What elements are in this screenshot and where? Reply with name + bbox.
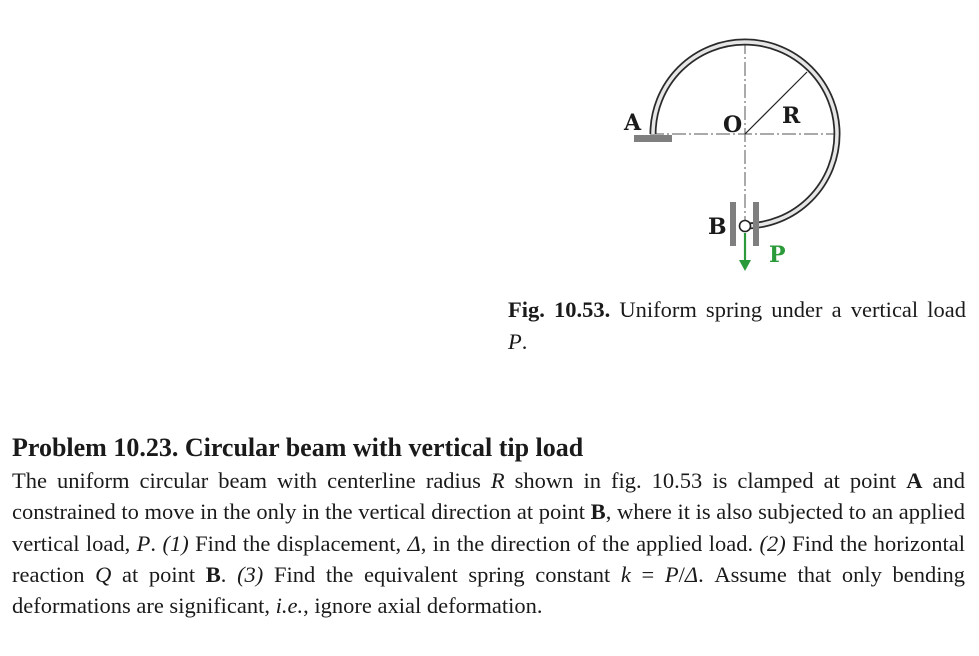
problem-text: and constrained to move in the only in the vertical direction at point (12, 468, 966, 525)
beam-diagram (620, 30, 860, 280)
problem-text: . (220, 561, 227, 587)
problem-text: , in the direction of the applied load. (420, 530, 754, 556)
problem-text: Find the displacement, (195, 530, 402, 556)
problem-text: Find the horizontal reaction (12, 530, 965, 587)
load-arrow-head (739, 260, 751, 271)
symbol-P: P (136, 530, 151, 556)
label-O: O (723, 112, 743, 138)
problem-title: Problem 10.23. Circular beam with vertical tip load (12, 433, 584, 462)
figure-caption (508, 294, 966, 358)
slash: / (678, 561, 685, 587)
problem-text: . Assume that only bending deformations are significant, (12, 561, 965, 619)
part-number-2: (2) (759, 530, 786, 556)
point-B: B (205, 561, 221, 587)
part-number-1: (1) (162, 530, 189, 556)
symbol-delta: Δ (407, 530, 421, 556)
part-number-3: (3) (237, 561, 264, 587)
point-A: A (906, 468, 923, 493)
clamp-support-A (634, 135, 672, 142)
ie-abbrev: i.e. (275, 593, 304, 619)
caption-period: . (521, 329, 528, 354)
symbol-Q: Q (95, 561, 112, 587)
label-B: B (708, 214, 727, 240)
problem-text: Find the equivalent spring constant (273, 561, 611, 587)
problem-text: , where it is also subjected to an applied vertical load, (12, 499, 965, 556)
figure-number: Fig. 10.53. (508, 297, 611, 322)
symbol-k: k (620, 561, 631, 587)
label-P: P (769, 242, 786, 268)
problem-text: at point (122, 561, 196, 587)
guide-plate-right (753, 202, 759, 246)
caption-symbol-P: P (508, 329, 522, 354)
guide-plate-left (730, 202, 736, 246)
problem-text: The uniform circular beam with centerline radius (12, 468, 481, 493)
problem-text: shown in fig. 10.53 is clamped at point (514, 468, 897, 493)
label-R: R (782, 103, 801, 129)
problem-body (12, 465, 965, 621)
problem-text: , ignore axial deformation. (303, 593, 543, 619)
pin-B (740, 221, 751, 232)
equals-sign: = (641, 561, 655, 587)
symbol-delta: Δ (684, 561, 699, 587)
symbol-R: R (490, 468, 505, 493)
beam-figure (620, 30, 860, 280)
caption-text: Uniform spring under a vertical load (619, 297, 967, 322)
label-A: A (624, 110, 642, 136)
problem-text: . (150, 530, 157, 556)
point-B: B (590, 499, 606, 525)
problem-statement (12, 431, 965, 621)
symbol-P: P (664, 561, 679, 587)
